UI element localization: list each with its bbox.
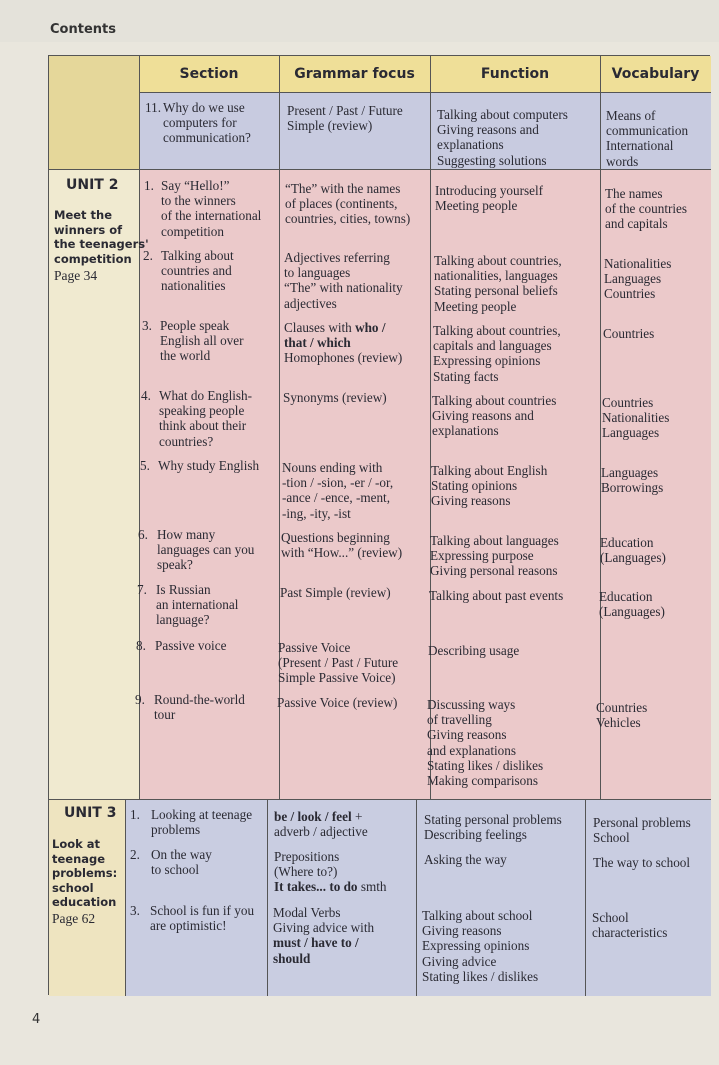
lesson-function: Talking about countries Giving reasons and explanations: [432, 393, 557, 439]
lesson-vocabulary: Languages Borrowings: [601, 465, 664, 496]
lesson-section: School is fun if you are optimistic!: [150, 903, 255, 934]
lesson-number: 3.: [130, 903, 140, 918]
lesson-function: Introducing yourself Meeting people: [435, 183, 544, 214]
contents-header: Contents: [50, 22, 116, 37]
corner-fill: [49, 56, 139, 169]
divider: [49, 169, 711, 170]
lesson-vocabulary: Personal problems School: [593, 815, 691, 846]
lesson-grammar: be / look / feel + adverb / adjective: [274, 809, 368, 840]
lesson-vocabulary: Nationalities Languages Countries: [604, 256, 672, 302]
unit3-page: Page 62: [52, 911, 96, 926]
lesson-number: 1.: [130, 807, 140, 822]
lesson-vocabulary: Countries Nationalities Languages: [602, 395, 670, 441]
lesson-section: What do English- speaking people think about their countries?: [159, 388, 253, 449]
lesson-section: People speak English all over the world: [160, 318, 244, 364]
lesson-number: 4.: [141, 388, 151, 403]
lesson-vocabulary: Countries: [603, 326, 655, 341]
lesson-number: 2.: [130, 847, 140, 862]
lesson-section: Is Russian an international language?: [156, 582, 239, 628]
lesson-grammar: Synonyms (review): [283, 390, 387, 405]
lesson-number: 2.: [143, 248, 153, 263]
lesson-grammar: Passive Voice (review): [277, 695, 398, 710]
divider: [139, 56, 140, 799]
lesson-vocabulary: Means of communication International words: [606, 108, 689, 169]
lesson-function: Talking about countries, nationalities, languages Stating personal beliefs Meeting people: [434, 253, 562, 314]
lesson-vocabulary: The names of the countries and capitals: [605, 186, 688, 232]
column-header-grammar: Grammar focus: [294, 66, 415, 82]
lesson-function: Talking about computers Giving reasons and explanations Suggesting solutions: [437, 107, 568, 168]
lesson-function: Stating personal problems Describing feelings: [424, 812, 562, 843]
lesson-vocabulary: Education (Languages): [600, 535, 666, 566]
divider: [125, 799, 126, 996]
lesson-grammar: Passive Voice (Present / Past / Future Simple Passive Voice): [278, 640, 399, 686]
lesson-section: How many languages can you speak?: [157, 527, 255, 573]
lesson-number: 3.: [142, 318, 152, 333]
lesson-number: 8.: [136, 638, 146, 653]
lesson-function: Talking about past events: [429, 588, 564, 603]
lesson-grammar: Prepositions (Where to?) It takes... to do smth: [274, 849, 387, 895]
lesson-vocabulary: The way to school: [593, 855, 691, 870]
divider: [139, 92, 711, 93]
divider: [279, 56, 280, 799]
lesson-vocabulary: Education (Languages): [599, 589, 665, 620]
divider: [585, 799, 586, 996]
column-header-vocabulary: Vocabulary: [611, 66, 700, 82]
unit3-title: UNIT 3: [64, 805, 117, 821]
lesson-section: Looking at teenage problems: [151, 807, 253, 838]
lesson-function: Talking about countries, capitals and languages Expressing opinions Stating facts: [433, 323, 561, 384]
lesson-function: Discussing ways of travelling Giving reasons and explanations Stating likes / dislikes Making comparisons: [427, 697, 544, 789]
column-header-section: Section: [179, 66, 239, 82]
column-header-function: Function: [480, 66, 550, 82]
lesson-section: Passive voice: [155, 638, 227, 653]
lesson-section: Talking about countries and nationalities: [161, 248, 234, 294]
unit2-subtitle: Meet the winners of the teenagers' competition: [54, 208, 149, 266]
lesson-grammar: Questions beginning with “How...” (review): [281, 530, 403, 561]
unit2-page: Page 34: [54, 268, 98, 283]
divider: [49, 799, 711, 800]
lesson-grammar: Adjectives referring to languages “The” with nationality adjectives: [284, 250, 403, 311]
lesson-vocabulary: School characteristics: [592, 910, 668, 941]
lesson-number: 7.: [137, 582, 147, 597]
lesson-section: Why study English: [158, 458, 260, 473]
lesson-grammar: “The” with the names of places (continents, countries, cities, towns): [285, 181, 411, 227]
lesson-grammar: Modal Verbs Giving advice with must / have to / should: [273, 905, 375, 966]
lesson-grammar: Clauses with who / that / which Homophones (review): [284, 320, 403, 366]
lesson-section: Why do we use computers for communication?: [163, 100, 251, 146]
divider: [416, 799, 417, 996]
divider: [267, 799, 268, 996]
lesson-grammar: Past Simple (review): [280, 585, 391, 600]
lesson-function: Talking about English Stating opinions Giving reasons: [431, 463, 548, 509]
lesson-number: 5.: [140, 458, 150, 473]
lesson-number: 9.: [135, 692, 145, 707]
contents-table: [48, 55, 710, 995]
lesson-grammar: Nouns ending with -tion / -sion, -er / -or, -ance / -ence, -ment, -ing, -ity, -ist: [282, 460, 394, 521]
lesson-section: Round-the-world tour: [154, 692, 245, 723]
lesson-number: 1.: [144, 178, 154, 193]
lesson-section: On the way to school: [151, 847, 212, 878]
lesson-grammar: Present / Past / Future Simple (review): [287, 103, 403, 134]
lesson-function: Asking the way: [424, 852, 507, 867]
lesson-number: 6.: [138, 527, 148, 542]
lesson-function: Talking about languages Expressing purpose Giving personal reasons: [430, 533, 559, 579]
lesson-number: 11.: [145, 100, 161, 115]
unit3-subtitle: Look at teenage problems: school education: [52, 837, 118, 909]
page-number: 4: [32, 1012, 41, 1027]
unit2-title: UNIT 2: [66, 177, 119, 193]
lesson-vocabulary: Countries Vehicles: [596, 700, 648, 731]
lesson-function: Talking about school Giving reasons Expressing opinions Giving advice Stating likes / dislikes: [422, 908, 539, 984]
divider: [430, 56, 431, 799]
lesson-function: Describing usage: [428, 643, 520, 658]
divider: [600, 56, 601, 799]
lesson-section: Say “Hello!” to the winners of the international competition: [161, 178, 262, 239]
